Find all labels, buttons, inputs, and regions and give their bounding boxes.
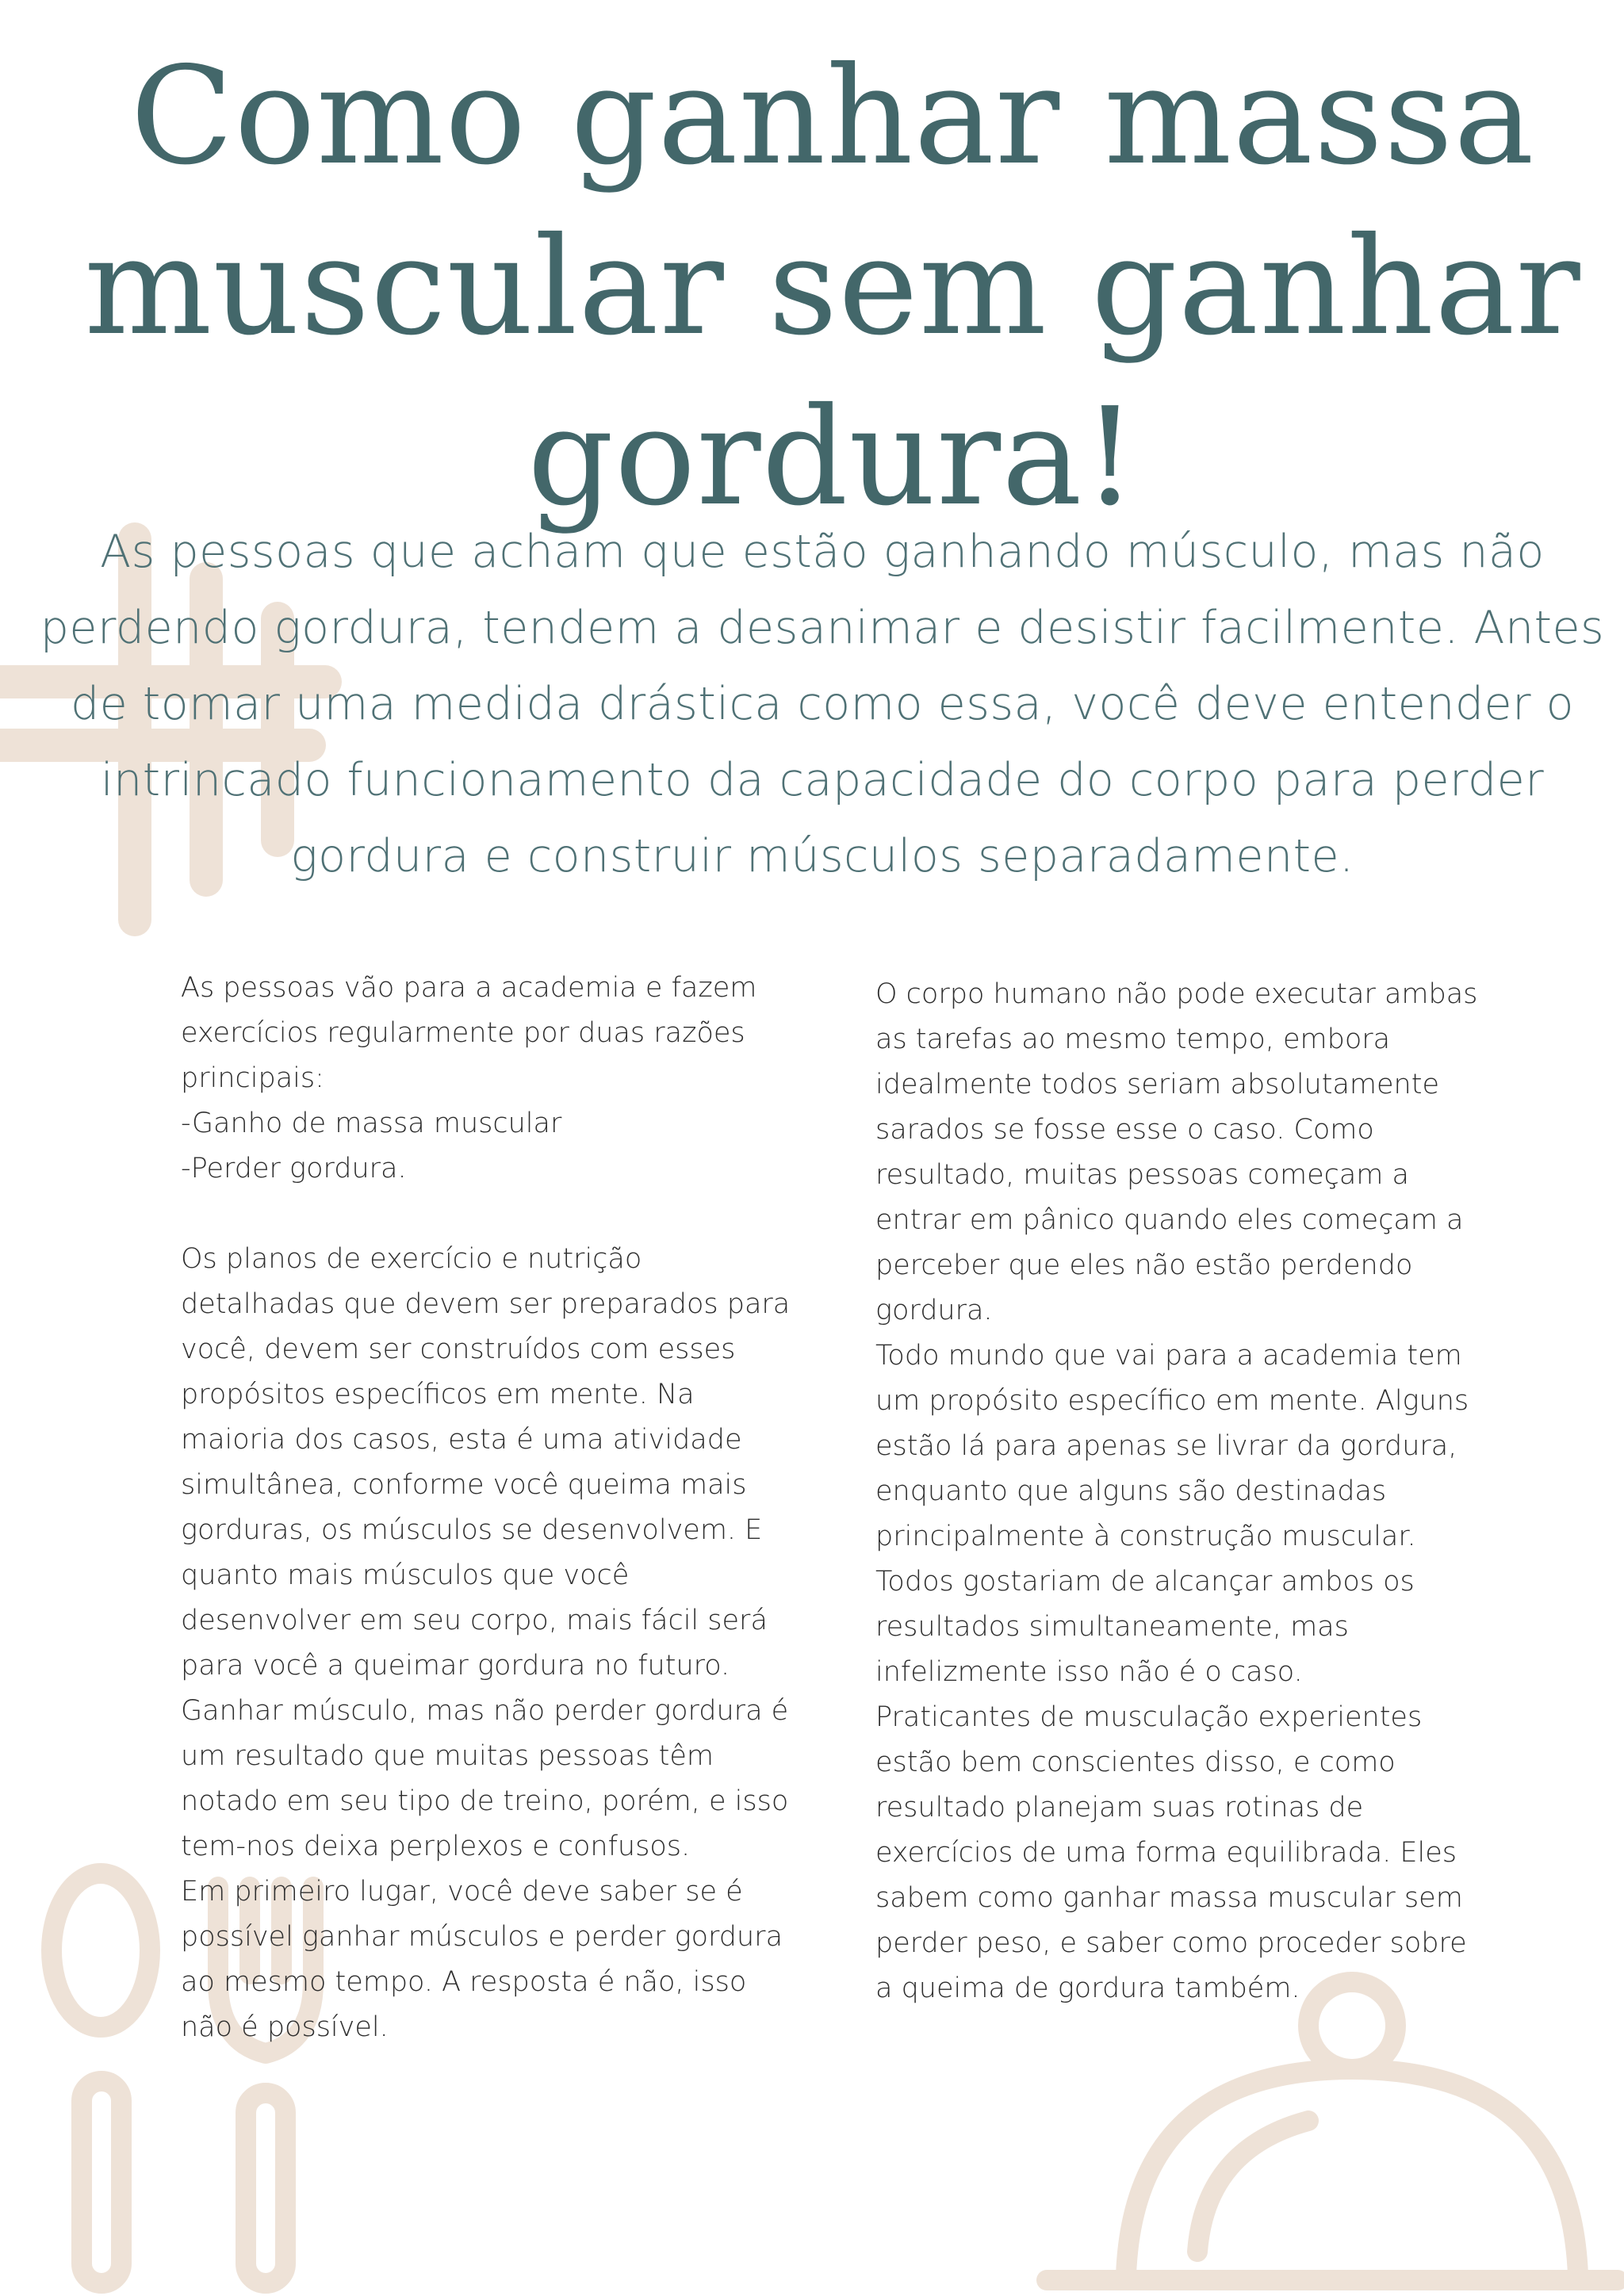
- body-column-right: O corpo humano não pode executar ambas as tarefas ao mesmo tempo, embora idealmente todos seriam absolutamente sarados se fosse esse o caso. Como resultado, muitas pessoas começam a entrar em pânico quando eles começam a perceber que eles não estão perdendo gordura. Todo mundo que vai para a academia tem um propósito específico em mente. Alguns estão lá para apenas se livrar da gordura, enquanto que alguns são destinadas principalmente à construção muscular. Todos gostariam de alcançar ambos os resultados simultaneamente, mas infelizmente isso não é o caso. Praticantes de musculação experientes estão bem conscientes disso, e como resultado planejam suas rotinas de exercícios de uma forma equilibrada. Eles sabem como ganhar massa muscular sem perder peso, e saber como proceder sobre a queima de gordura também.: [875, 978, 1478, 2004]
- spoon-icon: [52, 1873, 150, 2283]
- food-cloche-icon: [1047, 1982, 1618, 2280]
- title-line-3: gordura!: [527, 379, 1138, 536]
- body-column-left: As pessoas vão para a academia e fazem exercícios regularmente por duas razões principais: -Ganho de massa muscular -Perder gordura. Os planos de exercício e nutrição detalhadas que devem ser preparados para você, devem ser construídos com esses propósitos específicos em mente. Na maioria dos casos, esta é uma atividade simultânea, conforme você queima mais gorduras, os músculos se desenvolvem. E quanto mais músculos que você desenvolver em seu corpo, mais fácil será para você a queimar gordura no futuro. Ganhar músculo, mas não perder gordura é um resultado que muitas pessoas têm notado em seu tipo de treino, porém, e isso tem-nos deixa perplexos e confusos. Em primeiro lugar, você deve saber se é possível ganhar músculos e perder gordura ao mesmo tempo. A resposta é não, isso não é possível.: [181, 972, 791, 2043]
- title-line-2: muscular sem ganhar: [84, 209, 1581, 365]
- lead-paragraph: As pessoas que acham que estão ganhando músculo, mas não perdendo gordura, tendem a desanimar e desistir facilmente. Antes de tomar uma medida drástica como essa, você deve entender o intrincado funcionamento da capacidade do corpo para perder gordura e construir músculos separadamente.: [40, 526, 1605, 882]
- page-title: [79, 32, 1586, 543]
- title-line-1: Como ganhar massa: [130, 38, 1535, 195]
